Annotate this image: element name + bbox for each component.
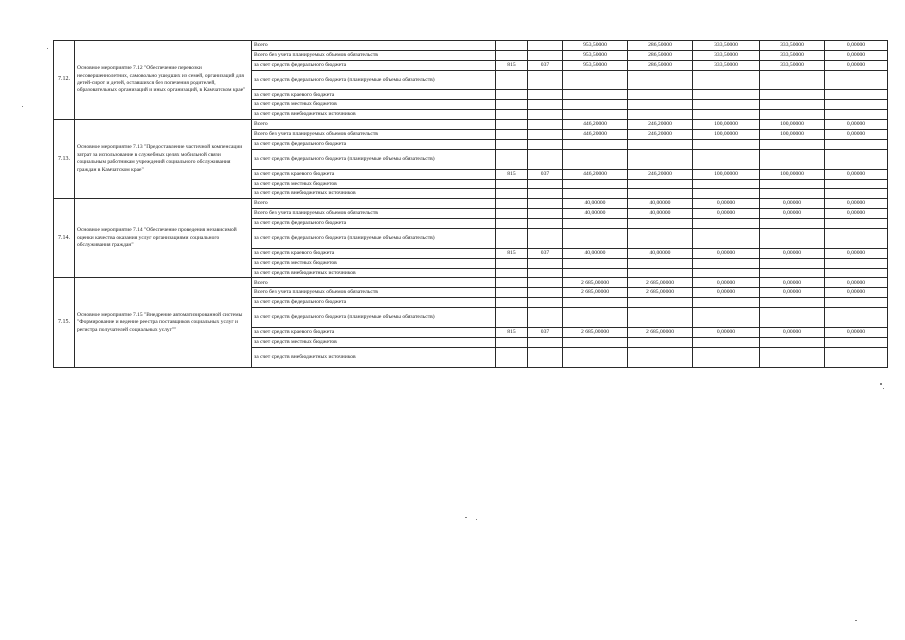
amount-year-3 [760, 90, 825, 100]
amount-year-1: 246,20000 [628, 120, 693, 130]
grbs-code [496, 258, 528, 268]
amount-total [563, 219, 628, 229]
amount-total: 953,50000 [563, 60, 628, 70]
amount-total: 40,00000 [563, 248, 628, 258]
amount-year-3: 100,00000 [760, 120, 825, 130]
measure-number: 7.13. [54, 120, 75, 199]
scan-speck [880, 383, 882, 385]
measure-description: Основное мероприятие 7.13 "Предоставление частичной компенсации затрат за использование в служебных целях мобильной связи социальным работникам учреждений социального обслуживания граждан в Камчатском крае" [75, 120, 252, 199]
scan-speck [47, 48, 48, 49]
funding-source-label: Всего [252, 199, 496, 209]
funding-source-label: за счет средств местных бюджетов [252, 100, 496, 110]
funding-source-label: за счет средств краевого бюджета [252, 169, 496, 179]
grbs-code: 815 [496, 327, 528, 337]
amount-year-1: 2 685,00000 [628, 278, 693, 288]
section-code [528, 268, 563, 278]
amount-year-3 [760, 228, 825, 248]
amount-year-3 [760, 139, 825, 149]
amount-year-4 [825, 189, 888, 199]
amount-year-2 [693, 139, 760, 149]
section-code [528, 228, 563, 248]
amount-total [563, 347, 628, 368]
amount-year-2 [693, 308, 760, 328]
amount-year-2 [693, 268, 760, 278]
amount-year-1 [628, 70, 693, 90]
amount-total [563, 268, 628, 278]
amount-year-1 [628, 189, 693, 199]
grbs-code [496, 308, 528, 328]
grbs-code [496, 347, 528, 368]
grbs-code [496, 120, 528, 130]
funding-source-label: за счет средств краевого бюджета [252, 248, 496, 258]
amount-year-4 [825, 90, 888, 100]
amount-year-4: 0,00000 [825, 169, 888, 179]
section-code [528, 120, 563, 130]
amount-year-4: 0,00000 [825, 199, 888, 209]
funding-source-label: Всего [252, 41, 496, 51]
measure-number: 7.12. [54, 41, 75, 120]
amount-total: 2 685,00000 [563, 278, 628, 288]
table-row [54, 120, 888, 130]
amount-year-3: 0,00000 [760, 248, 825, 258]
amount-total [563, 337, 628, 347]
amount-year-2 [693, 219, 760, 229]
section-code [528, 219, 563, 229]
funding-source-label: за счет средств местных бюджетов [252, 179, 496, 189]
amount-year-2: 100,00000 [693, 169, 760, 179]
amount-year-3 [760, 100, 825, 110]
funding-source-label: Всего без учета планируемых объемов обязательств [252, 288, 496, 298]
grbs-code: 815 [496, 60, 528, 70]
amount-year-3 [760, 258, 825, 268]
section-code [528, 130, 563, 140]
grbs-code [496, 70, 528, 90]
grbs-code [496, 209, 528, 219]
amount-year-3: 333,50000 [760, 60, 825, 70]
amount-total: 40,00000 [563, 199, 628, 209]
amount-year-4 [825, 149, 888, 169]
section-code [528, 41, 563, 51]
amount-year-2 [693, 337, 760, 347]
amount-year-4: 0,00000 [825, 278, 888, 288]
amount-year-4: 0,00000 [825, 60, 888, 70]
amount-year-1: 2 685,00000 [628, 288, 693, 298]
amount-year-4: 0,00000 [825, 288, 888, 298]
grbs-code: 815 [496, 248, 528, 258]
amount-total: 2 685,00000 [563, 288, 628, 298]
amount-year-4 [825, 268, 888, 278]
amount-year-3 [760, 298, 825, 308]
amount-year-4 [825, 258, 888, 268]
amount-year-2 [693, 90, 760, 100]
amount-year-4: 0,00000 [825, 327, 888, 337]
grbs-code: 815 [496, 169, 528, 179]
funding-source-label: за счет средств внебюджетных источников [252, 110, 496, 120]
grbs-code [496, 90, 528, 100]
funding-source-label: Всего без учета планируемых объемов обязательств [252, 209, 496, 219]
funding-source-label: за счет средств внебюджетных источников [252, 347, 496, 368]
section-code [528, 347, 563, 368]
amount-year-4 [825, 110, 888, 120]
amount-year-3 [760, 268, 825, 278]
section-code [528, 337, 563, 347]
amount-year-4 [825, 179, 888, 189]
amount-year-2 [693, 258, 760, 268]
grbs-code [496, 50, 528, 60]
grbs-code [496, 110, 528, 120]
table-row [54, 278, 888, 288]
funding-source-label: за счет средств внебюджетных источников [252, 268, 496, 278]
grbs-code [496, 337, 528, 347]
scan-speck [476, 519, 477, 520]
funding-source-label: Всего без учета планируемых объемов обязательств [252, 130, 496, 140]
funding-source-label: за счет средств местных бюджетов [252, 258, 496, 268]
scan-speck [855, 620, 857, 621]
amount-year-2 [693, 100, 760, 110]
table-row [54, 41, 888, 51]
amount-year-2 [693, 189, 760, 199]
amount-total: 40,00000 [563, 209, 628, 219]
scan-speck [883, 388, 884, 389]
grbs-code [496, 100, 528, 110]
amount-total [563, 308, 628, 328]
grbs-code [496, 278, 528, 288]
amount-year-2 [693, 149, 760, 169]
measure-number: 7.14. [54, 199, 75, 278]
amount-year-1 [628, 337, 693, 347]
amount-year-1 [628, 347, 693, 368]
amount-total: 2 685,00000 [563, 327, 628, 337]
grbs-code [496, 41, 528, 51]
amount-year-2 [693, 70, 760, 90]
section-code [528, 139, 563, 149]
funding-source-label: за счет средств федерального бюджета [252, 219, 496, 229]
amount-year-3: 0,00000 [760, 278, 825, 288]
table-row [54, 199, 888, 209]
amount-year-3: 100,00000 [760, 130, 825, 140]
amount-year-1 [628, 179, 693, 189]
amount-year-3 [760, 337, 825, 347]
amount-total: 953,50000 [563, 50, 628, 60]
amount-year-4 [825, 308, 888, 328]
section-code [528, 278, 563, 288]
amount-year-3 [760, 219, 825, 229]
measure-description: Основное мероприятие 7.14 "Обеспечение проведения независимой оценки качества оказания услуг организациями социального обслуживания граждан" [75, 199, 252, 278]
amount-year-3 [760, 347, 825, 368]
amount-year-2: 0,00000 [693, 248, 760, 258]
section-code [528, 258, 563, 268]
funding-source-label: за счет средств федерального бюджета (планируемые объемы обязательств) [252, 70, 496, 90]
amount-year-1: 40,00000 [628, 209, 693, 219]
amount-year-4: 0,00000 [825, 209, 888, 219]
budget-table [53, 40, 888, 368]
grbs-code [496, 219, 528, 229]
amount-year-4 [825, 347, 888, 368]
section-code [528, 288, 563, 298]
amount-year-3: 0,00000 [760, 199, 825, 209]
amount-year-1: 286,50000 [628, 60, 693, 70]
amount-total [563, 110, 628, 120]
grbs-code [496, 199, 528, 209]
amount-year-2 [693, 298, 760, 308]
amount-year-2 [693, 347, 760, 368]
amount-total [563, 179, 628, 189]
amount-year-1 [628, 110, 693, 120]
grbs-code [496, 149, 528, 169]
amount-total [563, 100, 628, 110]
amount-year-4 [825, 228, 888, 248]
scan-speck [22, 106, 23, 107]
scan-speck [465, 517, 467, 518]
amount-year-2: 333,50000 [693, 41, 760, 51]
section-code [528, 189, 563, 199]
amount-year-4 [825, 337, 888, 347]
amount-total [563, 189, 628, 199]
grbs-code [496, 189, 528, 199]
amount-year-3: 0,00000 [760, 327, 825, 337]
amount-year-4 [825, 70, 888, 90]
amount-year-1: 40,00000 [628, 199, 693, 209]
funding-source-label: за счет средств местных бюджетов [252, 337, 496, 347]
section-code [528, 179, 563, 189]
section-code: 037 [528, 169, 563, 179]
amount-year-3 [760, 179, 825, 189]
amount-year-4: 0,00000 [825, 41, 888, 51]
amount-year-2 [693, 228, 760, 248]
funding-source-label: за счет средств краевого бюджета [252, 90, 496, 100]
amount-year-1 [628, 268, 693, 278]
funding-source-label: за счет средств федерального бюджета [252, 298, 496, 308]
amount-year-4: 0,00000 [825, 130, 888, 140]
amount-year-1 [628, 228, 693, 248]
amount-year-2: 0,00000 [693, 209, 760, 219]
amount-year-3: 0,00000 [760, 288, 825, 298]
amount-year-1 [628, 298, 693, 308]
amount-total: 446,20000 [563, 169, 628, 179]
funding-source-label: за счет средств краевого бюджета [252, 327, 496, 337]
amount-year-3 [760, 308, 825, 328]
funding-source-label: за счет средств федерального бюджета [252, 60, 496, 70]
section-code: 037 [528, 60, 563, 70]
measure-description: Основное мероприятие 7.15 "Внедрение автоматизированной системы "Формирование и ведение реестра поставщиков социальных услуг и регистра получателей социальных услуг"" [75, 278, 252, 368]
amount-year-1 [628, 308, 693, 328]
amount-year-3: 0,00000 [760, 209, 825, 219]
section-code: 037 [528, 248, 563, 258]
amount-year-1: 286,50000 [628, 41, 693, 51]
section-code [528, 308, 563, 328]
amount-year-4 [825, 100, 888, 110]
amount-year-3 [760, 189, 825, 199]
amount-year-1 [628, 149, 693, 169]
amount-year-3 [760, 70, 825, 90]
amount-year-4: 0,00000 [825, 120, 888, 130]
funding-source-label: за счет средств внебюджетных источников [252, 189, 496, 199]
amount-year-1 [628, 100, 693, 110]
section-code [528, 100, 563, 110]
amount-year-2: 100,00000 [693, 120, 760, 130]
section-code [528, 70, 563, 90]
amount-year-4: 0,00000 [825, 248, 888, 258]
amount-total [563, 139, 628, 149]
amount-year-2: 333,50000 [693, 60, 760, 70]
grbs-code [496, 179, 528, 189]
section-code: 037 [528, 327, 563, 337]
amount-year-2: 0,00000 [693, 288, 760, 298]
section-code [528, 298, 563, 308]
amount-year-3: 333,50000 [760, 50, 825, 60]
amount-year-1: 286,50000 [628, 50, 693, 60]
amount-total: 446,20000 [563, 130, 628, 140]
amount-total [563, 90, 628, 100]
amount-total: 953,50000 [563, 41, 628, 51]
amount-year-1: 2 685,00000 [628, 327, 693, 337]
amount-year-3: 100,00000 [760, 169, 825, 179]
section-code [528, 110, 563, 120]
amount-year-2 [693, 110, 760, 120]
section-code [528, 199, 563, 209]
amount-year-3 [760, 149, 825, 169]
amount-year-3 [760, 110, 825, 120]
funding-source-label: за счет средств федерального бюджета [252, 139, 496, 149]
grbs-code [496, 228, 528, 248]
amount-total [563, 70, 628, 90]
amount-year-2: 100,00000 [693, 130, 760, 140]
amount-year-2: 0,00000 [693, 327, 760, 337]
amount-year-1 [628, 139, 693, 149]
amount-total [563, 149, 628, 169]
amount-year-4: 0,00000 [825, 50, 888, 60]
amount-total [563, 258, 628, 268]
amount-year-1: 246,20000 [628, 130, 693, 140]
grbs-code [496, 298, 528, 308]
amount-year-4 [825, 298, 888, 308]
amount-year-4 [825, 219, 888, 229]
measure-number: 7.15. [54, 278, 75, 368]
funding-source-label: Всего [252, 120, 496, 130]
amount-year-1: 246,20000 [628, 169, 693, 179]
amount-year-3: 333,50000 [760, 41, 825, 51]
amount-total [563, 298, 628, 308]
funding-source-label: за счет средств федерального бюджета (планируемые объемы обязательств) [252, 228, 496, 248]
amount-year-1 [628, 219, 693, 229]
amount-year-1: 40,00000 [628, 248, 693, 258]
amount-total: 446,20000 [563, 120, 628, 130]
grbs-code [496, 139, 528, 149]
amount-year-2: 0,00000 [693, 199, 760, 209]
grbs-code [496, 130, 528, 140]
amount-year-2: 333,50000 [693, 50, 760, 60]
grbs-code [496, 268, 528, 278]
amount-total [563, 228, 628, 248]
funding-source-label: Всего [252, 278, 496, 288]
funding-source-label: Всего без учета планируемых объемов обязательств [252, 50, 496, 60]
funding-source-label: за счет средств федерального бюджета (планируемые объемы обязательств) [252, 149, 496, 169]
amount-year-4 [825, 139, 888, 149]
amount-year-1 [628, 90, 693, 100]
section-code [528, 90, 563, 100]
funding-source-label: за счет средств федерального бюджета (планируемые объемы обязательств) [252, 308, 496, 328]
amount-year-2: 0,00000 [693, 278, 760, 288]
measure-description: Основное мероприятие 7.12 "Обеспечение перевозки несовершеннолетних, самовольно ушедших из семей, организаций для детей-сирот и детей, оставшихся без попечения родителей, образовательных организаций и иных организаций, в Камчатском крае" [75, 41, 252, 120]
section-code [528, 149, 563, 169]
section-code [528, 209, 563, 219]
grbs-code [496, 288, 528, 298]
amount-year-2 [693, 179, 760, 189]
amount-year-1 [628, 258, 693, 268]
section-code [528, 50, 563, 60]
